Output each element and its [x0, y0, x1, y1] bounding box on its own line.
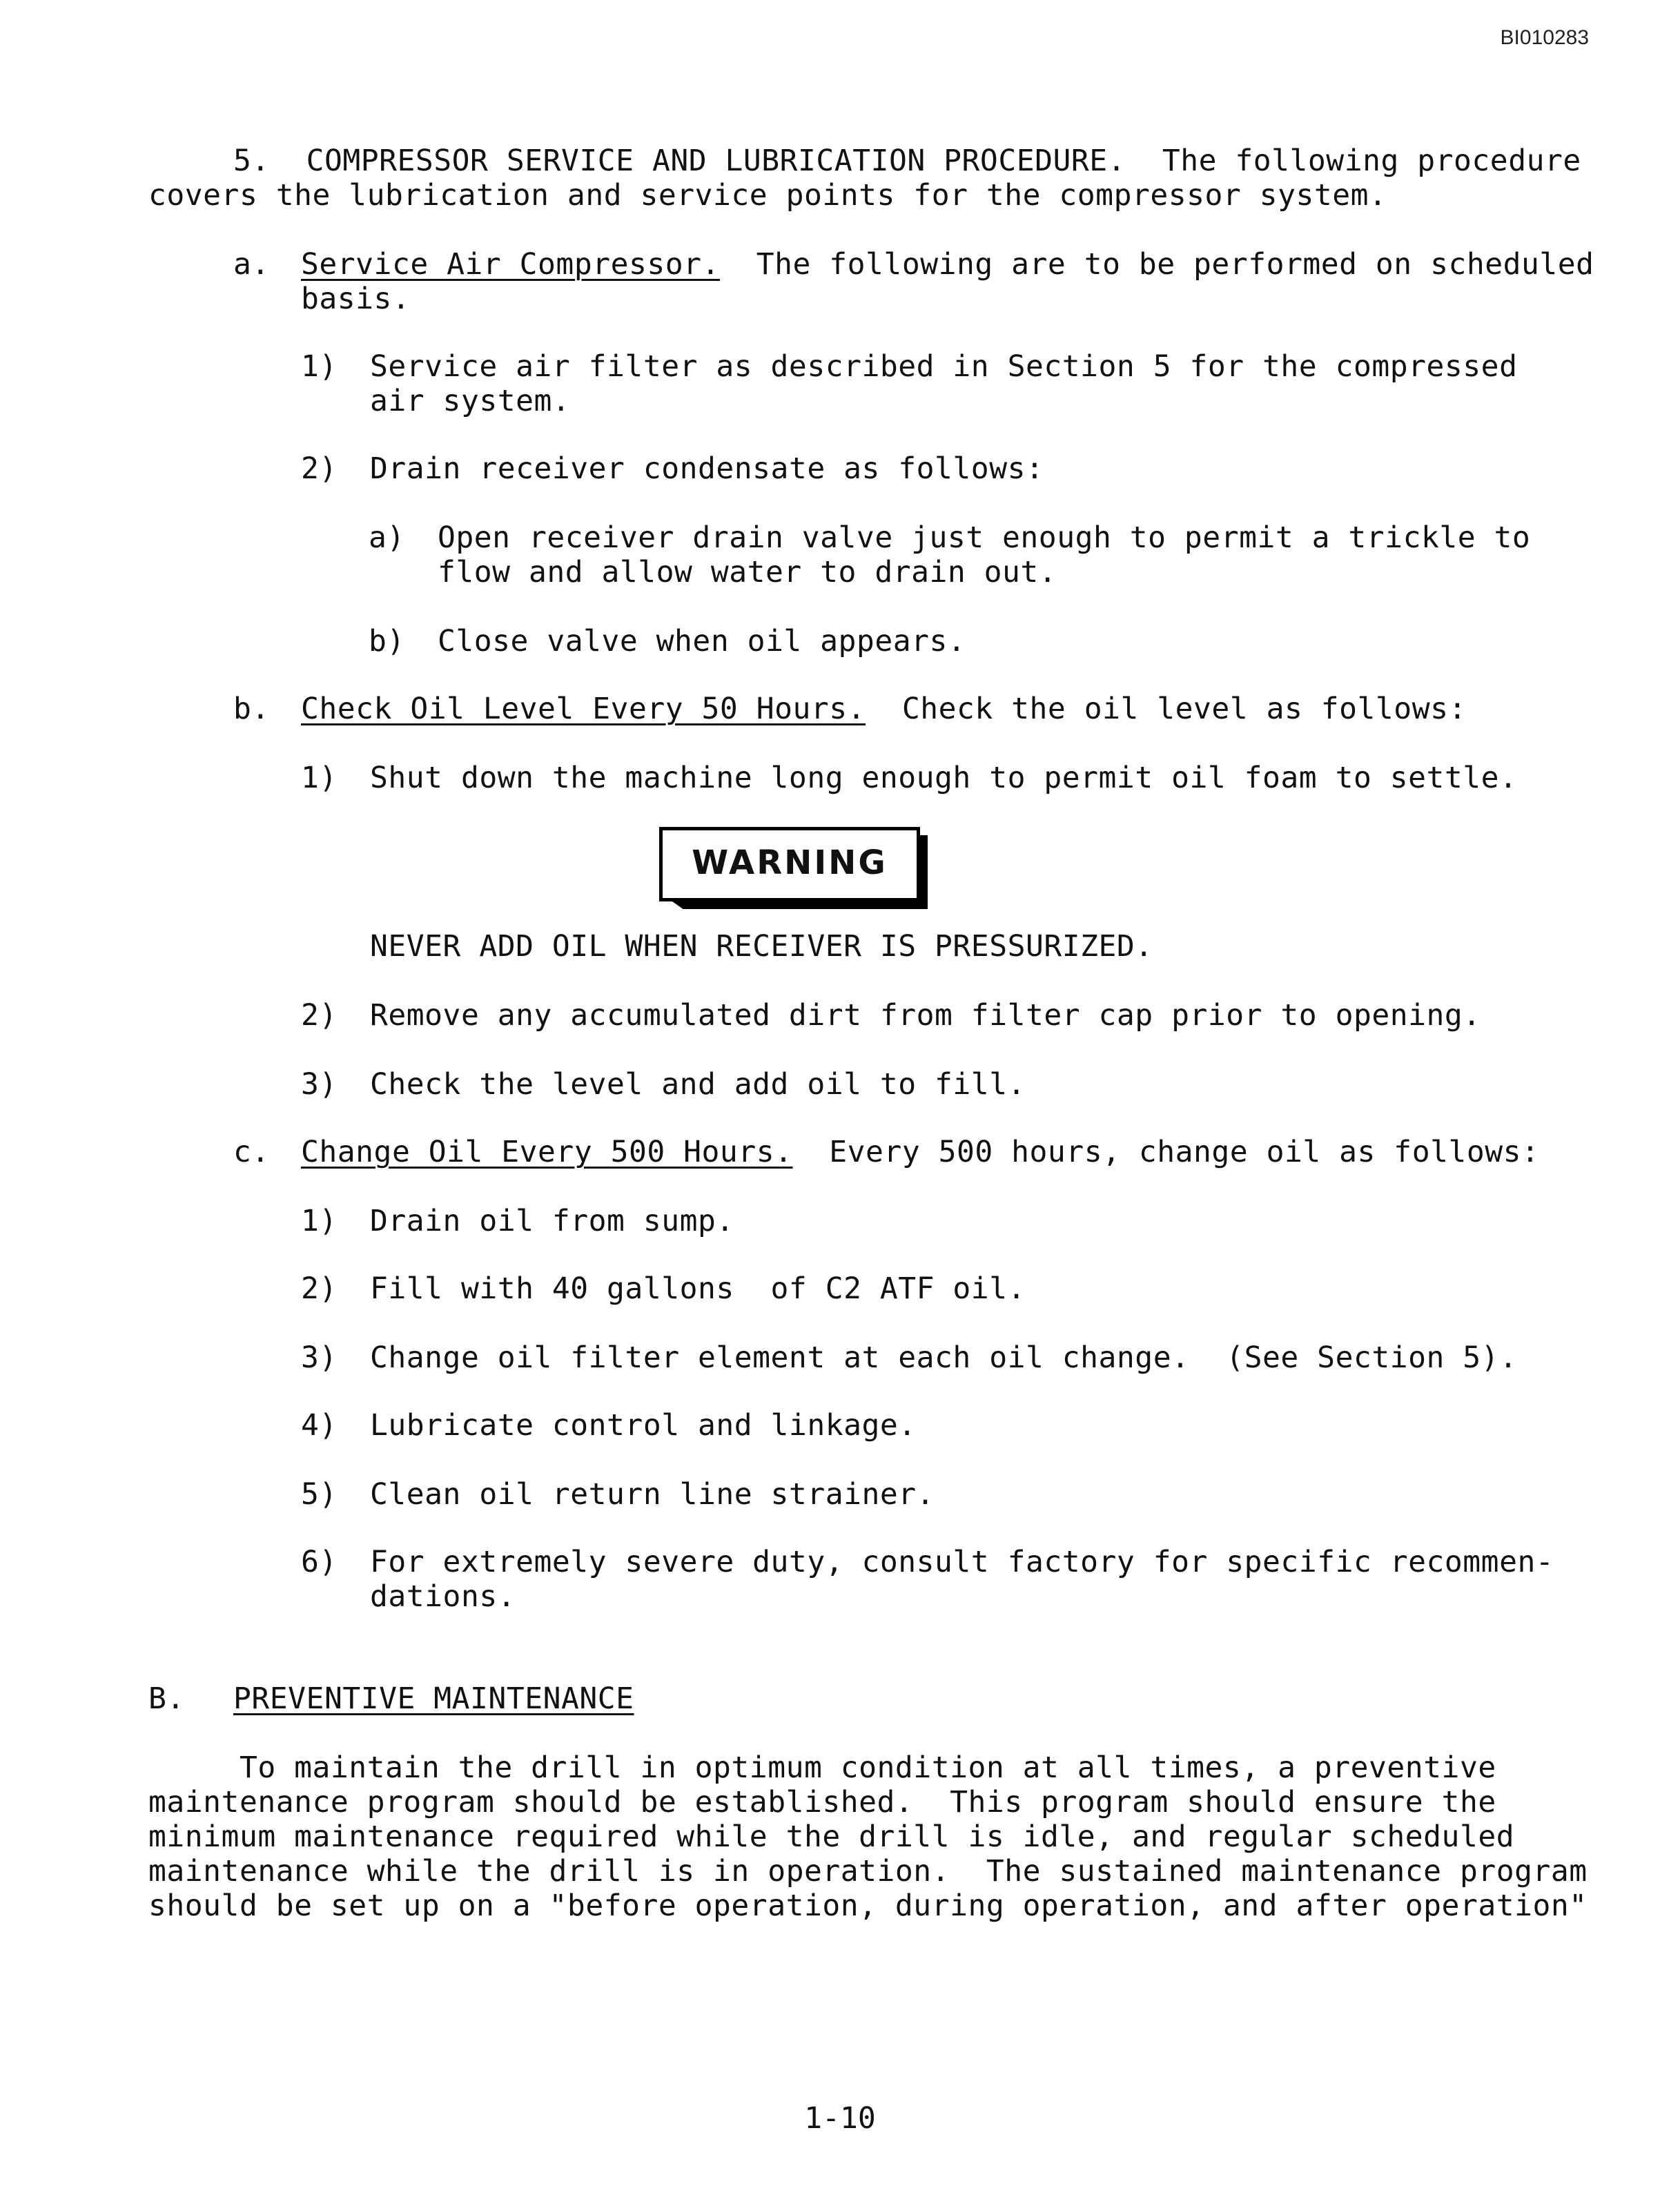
- item-b-heading: [301, 692, 1467, 726]
- step-text: Drain oil from sump.: [370, 1204, 734, 1238]
- substep-text: Open receiver drain valve just enough to permit a trickle to: [438, 520, 1531, 555]
- warning-text: NEVER ADD OIL WHEN RECEIVER IS PRESSURIZED.: [370, 929, 1153, 964]
- item-a-text: The following are to be performed on scheduled: [756, 247, 1594, 282]
- substep-text-cont: flow and allow water to drain out.: [438, 555, 1057, 589]
- item-a-heading: [301, 247, 1594, 282]
- step-text: Change oil filter element at each oil change. (See Section 5).: [370, 1340, 1518, 1375]
- paragraph-line: should be set up on a "before operation, during operation, and after operation": [148, 1889, 1588, 1923]
- page-number: 1-10: [804, 2101, 876, 2136]
- section-heading: [233, 144, 1581, 178]
- step-text: For extremely severe duty, consult factory for specific recommen-: [370, 1545, 1554, 1579]
- step-number: 3): [301, 1067, 338, 1102]
- item-c-title: Change Oil Every 500 Hours.: [301, 1135, 793, 1169]
- step-text-cont: dations.: [370, 1579, 516, 1614]
- item-c-text: Every 500 hours, change oil as follows:: [829, 1135, 1540, 1169]
- section-number: 5.: [233, 144, 270, 178]
- step-number: 1): [301, 761, 338, 795]
- step-number: 4): [301, 1408, 338, 1443]
- item-a-letter: a.: [233, 247, 270, 282]
- warning-box: [659, 827, 930, 911]
- step-number: 2): [301, 998, 338, 1033]
- section-intro: The following procedure: [1162, 144, 1581, 178]
- item-b-text: Check the oil level as follows:: [901, 692, 1467, 726]
- substep-number: b): [369, 624, 405, 658]
- warning-label: WARNING: [692, 843, 888, 882]
- step-text: Remove any accumulated dirt from filter cap prior to opening.: [370, 998, 1481, 1033]
- step-text: Shut down the machine long enough to permit oil foam to settle.: [370, 761, 1518, 795]
- step-number: 1): [301, 349, 338, 384]
- step-number: 6): [301, 1545, 338, 1579]
- item-a-title: Service Air Compressor.: [301, 247, 720, 282]
- step-number: 5): [301, 1477, 338, 1512]
- document-id: BI010283: [1500, 26, 1589, 49]
- step-number: 2): [301, 451, 338, 486]
- item-b-letter: b.: [233, 692, 270, 726]
- step-number: 3): [301, 1340, 338, 1375]
- step-number: 2): [301, 1271, 338, 1306]
- step-text: Drain receiver condensate as follows:: [370, 451, 1044, 486]
- step-text: Fill with 40 gallons of C2 ATF oil.: [370, 1271, 1026, 1306]
- item-c-letter: c.: [233, 1135, 270, 1169]
- paragraph-line: To maintain the drill in optimum condition at all times, a preventive: [148, 1750, 1496, 1785]
- step-text: Check the level and add oil to fill.: [370, 1067, 1026, 1102]
- substep-text: Close valve when oil appears.: [438, 624, 966, 658]
- section-b-letter: B.: [148, 1681, 185, 1716]
- step-text-cont: air system.: [370, 384, 571, 418]
- item-b-title: Check Oil Level Every 50 Hours.: [301, 692, 866, 726]
- section-title: COMPRESSOR SERVICE AND LUBRICATION PROCEDURE.: [306, 144, 1126, 178]
- paragraph-line: maintenance program should be established. This program should ensure the: [148, 1785, 1496, 1820]
- paragraph-line: minimum maintenance required while the drill is idle, and regular scheduled: [148, 1820, 1515, 1854]
- step-text: Service air filter as described in Section 5 for the compressed: [370, 349, 1518, 384]
- paragraph-line: maintenance while the drill is in operation. The sustained maintenance program: [148, 1854, 1588, 1889]
- substep-number: a): [369, 520, 405, 555]
- item-a-text-cont: basis.: [301, 282, 411, 316]
- section-b-title: PREVENTIVE MAINTENANCE: [233, 1681, 634, 1716]
- item-c-heading: [301, 1135, 1539, 1169]
- step-text: Lubricate control and linkage.: [370, 1408, 917, 1443]
- step-number: 1): [301, 1204, 338, 1238]
- section-intro-line: covers the lubrication and service points for the compressor system.: [148, 178, 1387, 213]
- step-text: Clean oil return line strainer.: [370, 1477, 935, 1512]
